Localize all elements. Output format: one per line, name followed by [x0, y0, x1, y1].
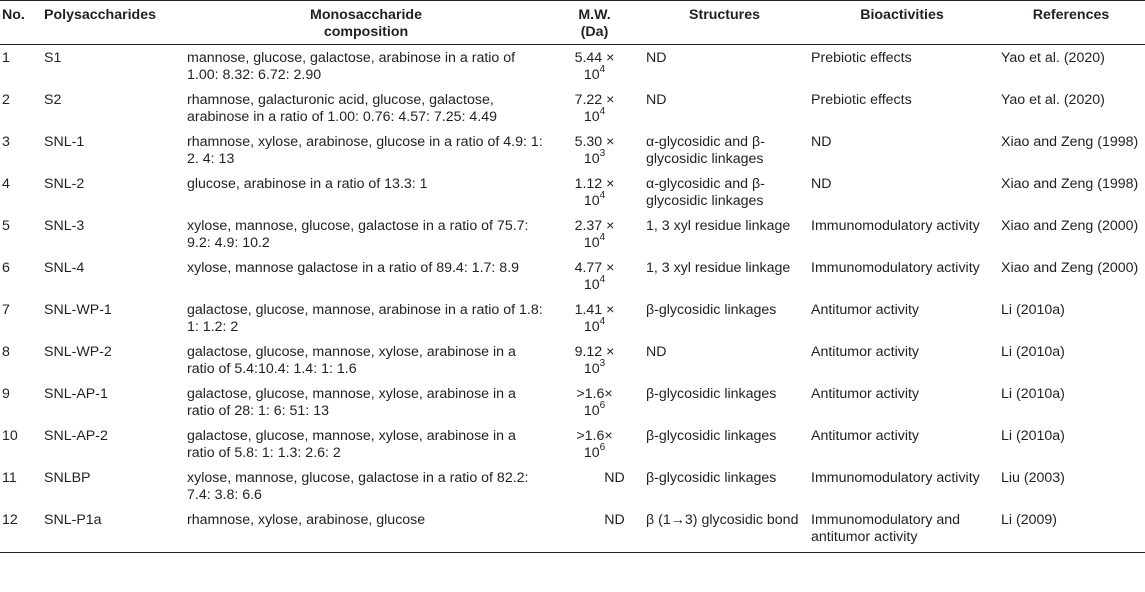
cell-structure: ND	[646, 92, 667, 108]
cell-reference: Liu (2003)	[1001, 470, 1065, 486]
cell-no: 3	[2, 134, 10, 150]
cell-reference: Yao et al. (2020)	[1001, 50, 1105, 66]
cell-bioactivity: Immunomodulatory activity	[811, 218, 980, 234]
mw-value: ND	[604, 512, 625, 528]
cell-mw	[547, 468, 642, 510]
mw-value: $7.22 \times 10^4$	[574, 92, 615, 125]
header-structures: Structures	[642, 1, 807, 45]
cell-bioactivity: Immunomodulatory activity	[811, 470, 980, 486]
mw-value: ND	[604, 470, 625, 486]
cell-polysaccharide: SNLBP	[44, 470, 91, 486]
cell-structure: α-glycosidic and β-glycosidic linkages	[646, 176, 765, 209]
cell-no: 6	[2, 260, 10, 276]
mw-value: $5.44 \times 10^4$	[574, 50, 615, 83]
cell-reference: Xiao and Zeng (1998)	[1001, 176, 1139, 192]
cell-no: 2	[2, 92, 10, 108]
mw-value: $4.77 \times 10^4$	[574, 260, 615, 293]
header-polysaccharides: Polysaccharides	[42, 1, 185, 45]
cell-structure: ND	[646, 344, 667, 360]
cell-bioactivity: Antitumor activity	[811, 428, 920, 444]
cell-polysaccharide: SNL-3	[44, 218, 85, 234]
cell-no: 12	[0, 510, 42, 553]
cell-mw	[547, 45, 642, 91]
cell-reference: Yao et al. (2020)	[1001, 92, 1105, 108]
cell-mw	[547, 174, 642, 216]
table-row	[0, 45, 1145, 91]
cell-composition: rhamnose, xylose, arabinose, glucose	[185, 510, 547, 553]
cell-structure: β (1→3) glycosidic bond	[642, 510, 807, 553]
cell-composition: galactose, glucose, mannose, xylose, arabinose in a ratio of 5.4:10.4: 1.4: 1: 1.6	[187, 344, 516, 377]
cell-mw	[547, 342, 642, 384]
cell-mw	[547, 132, 642, 174]
cell-polysaccharide: SNL-AP-2	[44, 428, 108, 444]
cell-no: 5	[2, 218, 10, 234]
cell-polysaccharide: S2	[44, 92, 62, 108]
cell-bioactivity: Immunomodulatory activity	[811, 260, 980, 276]
cell-polysaccharide: SNL-AP-1	[44, 386, 108, 402]
cell-bioactivity: Immunomodulatory and antitumor activity	[807, 510, 997, 553]
cell-mw	[547, 300, 642, 342]
cell-mw	[547, 90, 642, 132]
cell-polysaccharide: SNL-2	[44, 176, 85, 192]
cell-polysaccharide: SNL-4	[44, 260, 85, 276]
table-row	[0, 426, 1145, 468]
cell-no: 10	[2, 428, 18, 444]
cell-composition: rhamnose, xylose, arabinose, glucose in a ratio of 4.9: 1: 2. 4: 13	[187, 134, 543, 167]
cell-composition: xylose, mannose galactose in a ratio of 89.4: 1.7: 8.9	[187, 260, 520, 276]
cell-reference: Xiao and Zeng (2000)	[1001, 260, 1139, 276]
cell-bioactivity: Prebiotic effects	[811, 92, 912, 108]
cell-mw	[547, 384, 642, 426]
cell-bioactivity: Antitumor activity	[811, 344, 920, 360]
mw-value: $1.41 \times 10^4$	[574, 302, 615, 335]
table-row	[0, 384, 1145, 426]
cell-reference: Li (2010a)	[1001, 386, 1065, 402]
header-monosaccharide: Monosaccharide composition	[185, 1, 547, 45]
cell-no: 4	[2, 176, 10, 192]
cell-reference: Li (2009)	[997, 510, 1145, 553]
header-mw: M.W. (Da)	[547, 1, 642, 45]
cell-bioactivity: ND	[811, 176, 832, 192]
mw-value: $9.12 \times 10^3$	[574, 344, 615, 377]
cell-composition: galactose, glucose, mannose, arabinose in a ratio of 1.8: 1: 1.2: 2	[187, 302, 543, 335]
cell-polysaccharide: SNL-1	[44, 134, 85, 150]
header-row	[0, 1, 1145, 45]
table-row	[0, 468, 1145, 510]
table-row	[0, 174, 1145, 216]
cell-no: 8	[2, 344, 10, 360]
header-no: No.	[0, 1, 42, 45]
cell-composition: galactose, glucose, mannose, xylose, arabinose in a ratio of 5.8: 1: 1.3: 2.6: 2	[187, 428, 516, 461]
header-references: References	[997, 1, 1145, 45]
cell-bioactivity: Antitumor activity	[811, 302, 920, 318]
mw-value: $>1.6\times 10^6$	[576, 428, 613, 461]
cell-structure: α-glycosidic and β-glycosidic linkages	[646, 134, 765, 167]
cell-no: 7	[2, 302, 10, 318]
cell-mw	[547, 216, 642, 258]
cell-no: 9	[2, 386, 10, 402]
table-row	[0, 216, 1145, 258]
cell-composition: galactose, glucose, mannose, xylose, arabinose in a ratio of 28: 1: 6: 51: 13	[187, 386, 516, 419]
cell-reference: Li (2010a)	[1001, 344, 1065, 360]
cell-polysaccharide: SNL-WP-2	[44, 344, 112, 360]
cell-composition: rhamnose, galacturonic acid, glucose, galactose, arabinose in a ratio of 1.00: 0.76: 4.57: 7.25: 4.49	[187, 92, 497, 125]
cell-reference: Xiao and Zeng (1998)	[1001, 134, 1139, 150]
table-row	[0, 510, 1145, 553]
cell-structure: β-glycosidic linkages	[646, 428, 777, 444]
cell-mw	[547, 258, 642, 300]
cell-bioactivity: ND	[811, 134, 832, 150]
cell-composition: mannose, glucose, galactose, arabinose in a ratio of 1.00: 8.32: 6.72: 2.90	[187, 50, 516, 83]
cell-composition: glucose, arabinose in a ratio of 13.3: 1	[187, 176, 428, 192]
cell-structure: ND	[646, 50, 667, 66]
mw-value: $5.30 \times 10^3$	[574, 134, 615, 167]
table-row	[0, 342, 1145, 384]
cell-polysaccharide: S1	[44, 50, 62, 66]
table-row	[0, 300, 1145, 342]
cell-composition: xylose, mannose, glucose, galactose in a ratio of 75.7: 9.2: 4.9: 10.2	[187, 218, 529, 251]
mw-value: $2.37 \times 10^4$	[574, 218, 615, 251]
cell-composition: xylose, mannose, glucose, galactose in a ratio of 82.2: 7.4: 3.8: 6.6	[187, 470, 529, 503]
cell-bioactivity: Antitumor activity	[811, 386, 920, 402]
table-row	[0, 258, 1145, 300]
table-row	[0, 90, 1145, 132]
header-bioactivities: Bioactivities	[807, 1, 997, 45]
cell-reference: Xiao and Zeng (2000)	[1001, 218, 1139, 234]
cell-reference: Li (2010a)	[1001, 302, 1065, 318]
table-body	[0, 45, 1145, 553]
cell-mw	[547, 510, 642, 553]
cell-polysaccharide: SNL-WP-1	[44, 302, 112, 318]
cell-structure: β-glycosidic linkages	[646, 470, 777, 486]
mw-value: $>1.6\times 10^6$	[576, 386, 613, 419]
cell-mw	[547, 426, 642, 468]
cell-structure: 1, 3 xyl residue linkage	[646, 218, 791, 234]
cell-no: 1	[2, 50, 10, 66]
cell-no: 11	[2, 470, 17, 486]
mw-value: $1.12 \times 10^4$	[574, 176, 615, 209]
cell-structure: 1, 3 xyl residue linkage	[646, 260, 791, 276]
cell-structure: β-glycosidic linkages	[646, 386, 777, 402]
cell-reference: Li (2010a)	[1001, 428, 1065, 444]
cell-bioactivity: Prebiotic effects	[811, 50, 912, 66]
cell-structure: β-glycosidic linkages	[646, 302, 777, 318]
cell-polysaccharide: SNL-P1a	[42, 510, 185, 553]
table-row	[0, 132, 1145, 174]
